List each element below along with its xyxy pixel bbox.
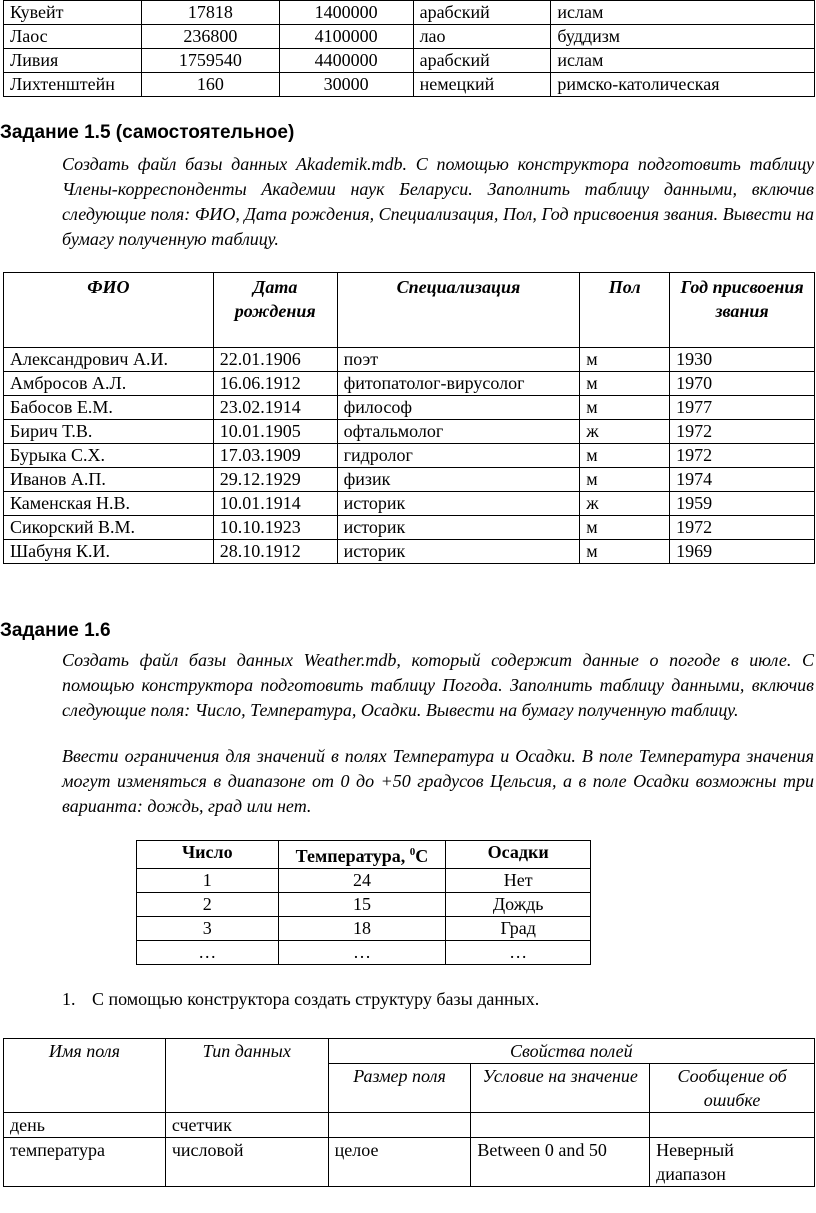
header-temperature: Температура, $^0$С [278, 841, 446, 869]
header-data-type: Тип данных [165, 1039, 328, 1113]
header-precipitation: Осадки [446, 841, 591, 869]
table-cell: лао [413, 25, 551, 49]
table-cell: 1972 [670, 420, 815, 444]
header-field-props: Свойства полей [328, 1039, 814, 1064]
table-cell: температура [4, 1138, 166, 1187]
table-cell: ж [580, 492, 670, 516]
table-cell: м [580, 396, 670, 420]
table-cell: арабский [413, 49, 551, 73]
table-cell: 22.01.1906 [213, 348, 337, 372]
table-cell: 30000 [279, 73, 413, 97]
header-field-name: Имя поля [4, 1039, 166, 1113]
task-1-6-text-1: Создать файл базы данных Weather.mdb, который содержит данные о погоде в июле. С помощью конструктора подготовить таблицу Погода. Заполнить таблицу данными, включив следующие поля: Число, Температура, Осадки. Вывести на бумагу полученную таблицу. [62, 650, 814, 720]
table-row [4, 348, 815, 372]
header-specialization: Специализация [337, 273, 580, 348]
table-cell: арабский [413, 1, 551, 25]
table-row [137, 893, 591, 917]
table-cell: Лаос [4, 25, 142, 49]
table-cell: Александрович А.И. [4, 348, 214, 372]
table-cell: ислам [551, 1, 815, 25]
table-cell: … [137, 941, 279, 965]
table-cell: м [580, 372, 670, 396]
table-cell: Нет [446, 869, 591, 893]
table-cell: … [446, 941, 591, 965]
table-cell: 29.12.1929 [213, 468, 337, 492]
table-cell: 1977 [670, 396, 815, 420]
table-cell: м [580, 468, 670, 492]
table-cell: физик [337, 468, 580, 492]
header-condition: Условие на значение [471, 1064, 650, 1113]
task-1-6-title: Задание 1.6 [0, 620, 111, 641]
table-cell: 160 [141, 73, 279, 97]
table-row [4, 73, 815, 97]
table-cell: м [580, 348, 670, 372]
table-cell: 1759540 [141, 49, 279, 73]
task-1-5-title: Задание 1.5 (самостоятельное) [0, 122, 295, 143]
header-year: Год присвоения звания [670, 273, 815, 348]
table-row [4, 540, 815, 564]
table-cell: ислам [551, 49, 815, 73]
table-cell: 4400000 [279, 49, 413, 73]
table-cell: Неверный диапазон [650, 1138, 815, 1187]
members-table [3, 272, 815, 564]
table-row [137, 917, 591, 941]
table-cell: 4100000 [279, 25, 413, 49]
table-cell: Кувейт [4, 1, 142, 25]
table-cell: Иванов А.П. [4, 468, 214, 492]
table-cell: 15 [278, 893, 446, 917]
table-cell: 18 [278, 917, 446, 941]
table-cell: 10.10.1923 [213, 516, 337, 540]
table-cell: Лихтенштейн [4, 73, 142, 97]
table-row [4, 49, 815, 73]
table-cell: римско-католическая [551, 73, 815, 97]
table-cell: историк [337, 516, 580, 540]
table-cell: 17.03.1909 [213, 444, 337, 468]
table-cell: 1972 [670, 516, 815, 540]
table-cell: гидролог [337, 444, 580, 468]
table-cell: ж [580, 420, 670, 444]
table-cell [471, 1113, 650, 1138]
table-cell: 28.10.1912 [213, 540, 337, 564]
table-cell: числовой [165, 1138, 328, 1187]
header-field-size: Размер поля [328, 1064, 471, 1113]
table-row [4, 420, 815, 444]
table-cell: Сикорский В.М. [4, 516, 214, 540]
table-cell: 10.01.1905 [213, 420, 337, 444]
table-cell: Ливия [4, 49, 142, 73]
table-cell: 236800 [141, 25, 279, 49]
table-cell: 23.02.1914 [213, 396, 337, 420]
table-row [4, 516, 815, 540]
table-cell: философ [337, 396, 580, 420]
table-row [4, 1138, 815, 1187]
table-cell: Шабуня К.И. [4, 540, 214, 564]
header-day: Число [137, 841, 279, 869]
table-cell: Амбросов А.Л. [4, 372, 214, 396]
table-cell: целое [328, 1138, 471, 1187]
table-row [137, 869, 591, 893]
table-cell: 1400000 [279, 1, 413, 25]
table-cell: 1972 [670, 444, 815, 468]
table-row [4, 1113, 815, 1138]
table-cell: … [278, 941, 446, 965]
table-cell: 3 [137, 917, 279, 941]
table-cell: 24 [278, 869, 446, 893]
table-cell: м [580, 444, 670, 468]
table-cell: день [4, 1113, 166, 1138]
table-cell: буддизм [551, 25, 815, 49]
header-error-msg: Сообщение об ошибке [650, 1064, 815, 1113]
header-birthdate: Дата рождения [213, 273, 337, 348]
task-1-6-text-2: Ввести ограничения для значений в полях Температура и Осадки. В поле Температура значения могут изменяться в диапазоне от 0 до +50 градусов Цельсия, а в поле Осадки возможны три варианта: дождь, град или нет. [62, 746, 814, 816]
table-cell: 1970 [670, 372, 815, 396]
table-cell: историк [337, 492, 580, 516]
table-row [4, 25, 815, 49]
table-cell: Каменская Н.В. [4, 492, 214, 516]
table-cell: 1969 [670, 540, 815, 564]
table-cell: м [580, 540, 670, 564]
table-row [4, 492, 815, 516]
table-cell: 1930 [670, 348, 815, 372]
table-cell: Бирич Т.В. [4, 420, 214, 444]
table-cell: Between 0 and 50 [471, 1138, 650, 1187]
table-cell: 10.01.1914 [213, 492, 337, 516]
table-cell: историк [337, 540, 580, 564]
table-cell: 1959 [670, 492, 815, 516]
table-cell: 1 [137, 869, 279, 893]
table-cell [650, 1113, 815, 1138]
table-cell: Дождь [446, 893, 591, 917]
table-row [4, 372, 815, 396]
countries-table [3, 0, 815, 97]
table-cell: офтальмолог [337, 420, 580, 444]
table-cell: 16.06.1912 [213, 372, 337, 396]
table-cell: поэт [337, 348, 580, 372]
table-cell: Бабосов Е.М. [4, 396, 214, 420]
list-item: 1. С помощью конструктора создать структуру базы данных. [62, 989, 540, 1009]
structure-table [3, 1038, 815, 1187]
header-fio: ФИО [4, 273, 214, 348]
table-cell: 2 [137, 893, 279, 917]
table-cell: фитопатолог-вирусолог [337, 372, 580, 396]
table-cell: немецкий [413, 73, 551, 97]
weather-table [136, 840, 591, 965]
table-row [4, 444, 815, 468]
table-cell: м [580, 516, 670, 540]
table-cell [328, 1113, 471, 1138]
table-cell: 17818 [141, 1, 279, 25]
task-1-5-text: Создать файл базы данных Akademik.mdb. С помощью конструктора подготовить таблицу Члены-корреспонденты Академии наук Беларуси. Заполнить таблицу данными, включив следующие поля: ФИО, Дата рождения, Специализация, Пол, Год присвоения звания. Вывести на бумагу полученную таблицу. [62, 154, 814, 249]
table-row [137, 941, 591, 965]
table-cell: 1974 [670, 468, 815, 492]
table-cell: счетчик [165, 1113, 328, 1138]
table-row [4, 1, 815, 25]
table-cell: Бурыка С.Х. [4, 444, 214, 468]
table-row [4, 396, 815, 420]
table-cell: Град [446, 917, 591, 941]
header-sex: Пол [580, 273, 670, 348]
table-row [4, 468, 815, 492]
